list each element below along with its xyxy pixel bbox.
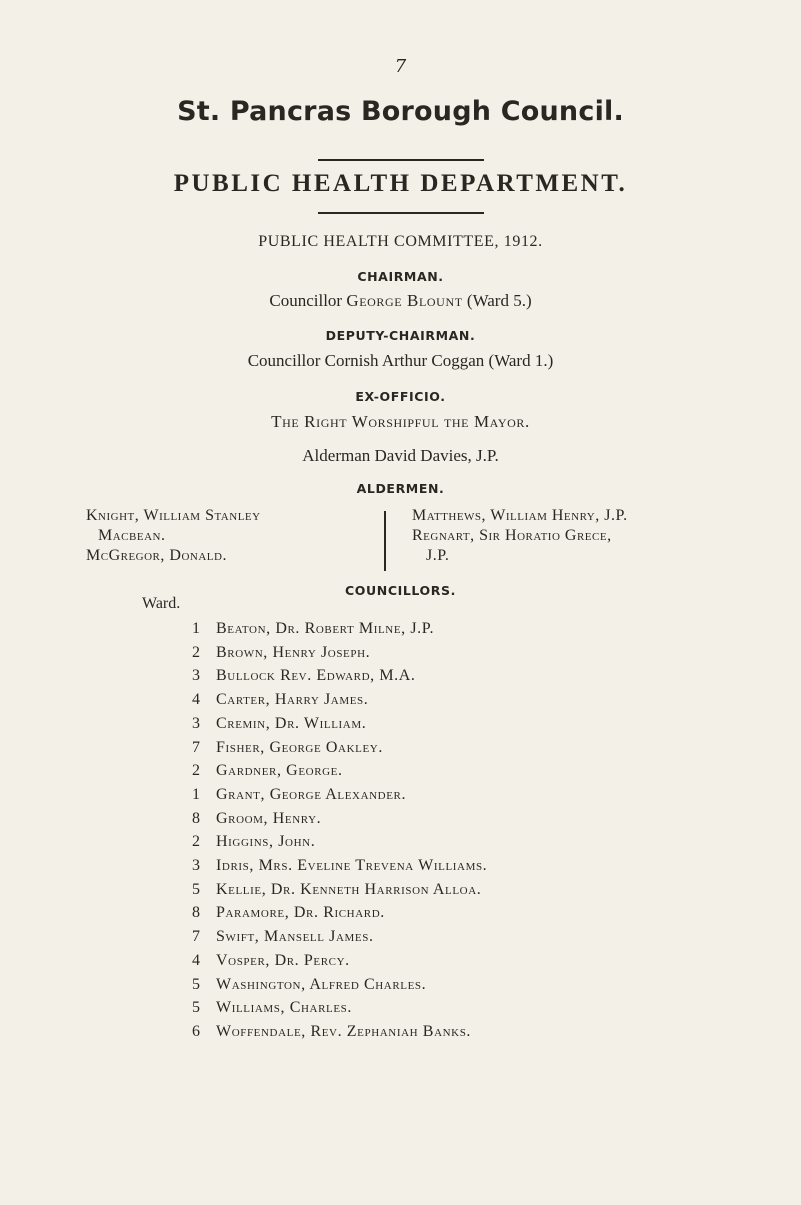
councillor-ward: 5 [192, 975, 200, 993]
councillor-name: Cremin, Dr. William. [216, 714, 367, 732]
chairman-ward: (Ward 5.) [466, 291, 532, 310]
aldermen-column-divider [384, 511, 386, 571]
councillor-name: Gardner, George. [216, 762, 343, 780]
councillor-name: Brown, Henry Joseph. [216, 643, 371, 661]
councillor-ward: 6 [192, 1022, 200, 1040]
chairman-line [0, 291, 801, 311]
council-title: St. Pancras Borough Council. [177, 96, 624, 127]
councillor-name: Fisher, George Oakley. [216, 738, 383, 756]
councillor-ward: 5 [192, 880, 200, 898]
department-title: PUBLIC HEALTH DEPARTMENT. [173, 170, 628, 197]
councillor-ward: 2 [192, 643, 200, 661]
councillors-heading: COUNCILLORS. [345, 583, 456, 598]
alderman-left-line: Knight, William Stanley [86, 507, 261, 524]
councillor-ward: 3 [192, 714, 200, 732]
councillor-name: Vosper, Dr. Percy. [216, 951, 350, 969]
councillor-ward: 8 [192, 809, 200, 827]
councillor-ward: 4 [192, 951, 200, 969]
councillor-ward: 1 [192, 620, 200, 637]
councillor-name: Grant, George Alexander. [216, 785, 407, 803]
ward-column-label: Ward. [142, 595, 181, 612]
councillor-ward: 7 [192, 738, 200, 756]
councillor-name: Bullock Rev. Edward, M.A. [216, 667, 416, 685]
councillor-ward: 2 [192, 762, 200, 780]
committee-title: PUBLIC HEALTH COMMITTEE, 1912. [258, 233, 543, 250]
councillor-ward: 1 [192, 785, 200, 803]
councillor-name: Carter, Harry James. [216, 691, 369, 709]
councillor-name: Swift, Mansell James. [216, 928, 374, 946]
ex-officio-heading: EX-OFFICIO. [355, 389, 446, 404]
aldermen-heading: ALDERMEN. [356, 481, 445, 496]
alderman-right-line: Regnart, Sir Horatio Grece, [412, 527, 612, 544]
top-divider-rule [318, 159, 484, 161]
chairman-prefix: Councillor [269, 291, 343, 310]
alderman-right-line: J.P. [426, 547, 450, 564]
chairman-heading: CHAIRMAN. [357, 269, 444, 284]
ex-officio-alderman: Alderman David Davies, J.P. [302, 446, 499, 465]
chairman-name: George Blount [346, 291, 463, 310]
councillor-name: Washington, Alfred Charles. [216, 975, 427, 993]
deputy-chairman-heading: DEPUTY-CHAIRMAN. [325, 328, 476, 343]
alderman-left-line: McGregor, Donald. [86, 547, 227, 564]
page-number: 7 [394, 56, 407, 77]
councillor-name: Paramore, Dr. Richard. [216, 904, 385, 922]
alderman-left-line: Macbean. [98, 527, 166, 544]
councillor-ward: 3 [192, 667, 200, 685]
councillor-name: Idris, Mrs. Eveline Trevena Williams. [216, 857, 488, 874]
councillor-ward: 8 [192, 904, 200, 922]
councillor-name: Woffendale, Rev. Zephaniah Banks. [216, 1022, 472, 1040]
councillor-ward: 7 [192, 928, 200, 946]
councillor-ward: 2 [192, 833, 200, 851]
alderman-right-line: Matthews, William Henry, J.P. [412, 507, 628, 524]
councillor-name: Beaton, Dr. Robert Milne, J.P. [216, 620, 435, 637]
deputy-chairman-line: Councillor Cornish Arthur Coggan (Ward 1.) [247, 351, 554, 370]
councillor-name: Kellie, Dr. Kenneth Harrison Alloa. [216, 880, 482, 898]
councillor-ward: 3 [192, 857, 200, 874]
councillor-name: Higgins, John. [216, 833, 316, 851]
councillor-ward: 5 [192, 999, 200, 1017]
councillor-name: Williams, Charles. [216, 999, 352, 1017]
councillor-name: Groom, Henry. [216, 809, 322, 827]
ex-officio-mayor: The Right Worshipful the Mayor. [271, 412, 530, 431]
bottom-divider-rule [318, 212, 484, 214]
councillor-ward: 4 [192, 691, 200, 709]
